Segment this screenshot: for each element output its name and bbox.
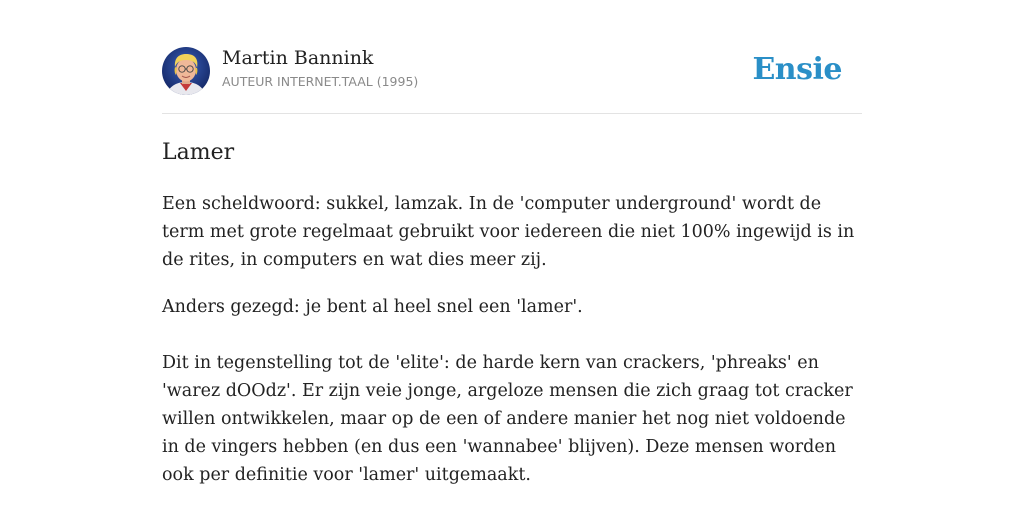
author-header	[162, 46, 862, 96]
avatar-image	[162, 47, 210, 95]
author-name[interactable]: Martin Bannink	[222, 47, 374, 69]
entry-paragraph: Dit in tegenstelling tot de 'elite': de harde kern van crackers, 'phreaks' en 'warez dOOdz'. Er zijn veie jonge, argeloze mensen die zich graag tot cracker willen ontwikkelen, maar op de een of andere manier het nog niet voldoende in de vingers hebben (en dus een 'wannabee' blijven). Deze mensen worden ook per definitie voor 'lamer' uitgemaakt.	[162, 353, 853, 485]
entry-paragraph: Anders gezegd: je bent al heel snel een 'lamer'.	[162, 297, 583, 317]
entry-title: Lamer	[162, 140, 235, 165]
entry-body	[162, 190, 862, 489]
entry-paragraph: Een scheldwoord: sukkel, lamzak. In de 'computer underground' wordt de term met grote regelmaat gebruikt voor iedereen die niet 100% ingewijd is in de rites, in computers en wat dies meer zij.	[162, 194, 855, 270]
author-subtitle: AUTEUR INTERNET.TAAL (1995)	[222, 74, 419, 89]
author-avatar[interactable]	[162, 47, 210, 95]
header-divider	[162, 113, 862, 114]
ensie-logo[interactable]: Ensie	[752, 52, 842, 87]
